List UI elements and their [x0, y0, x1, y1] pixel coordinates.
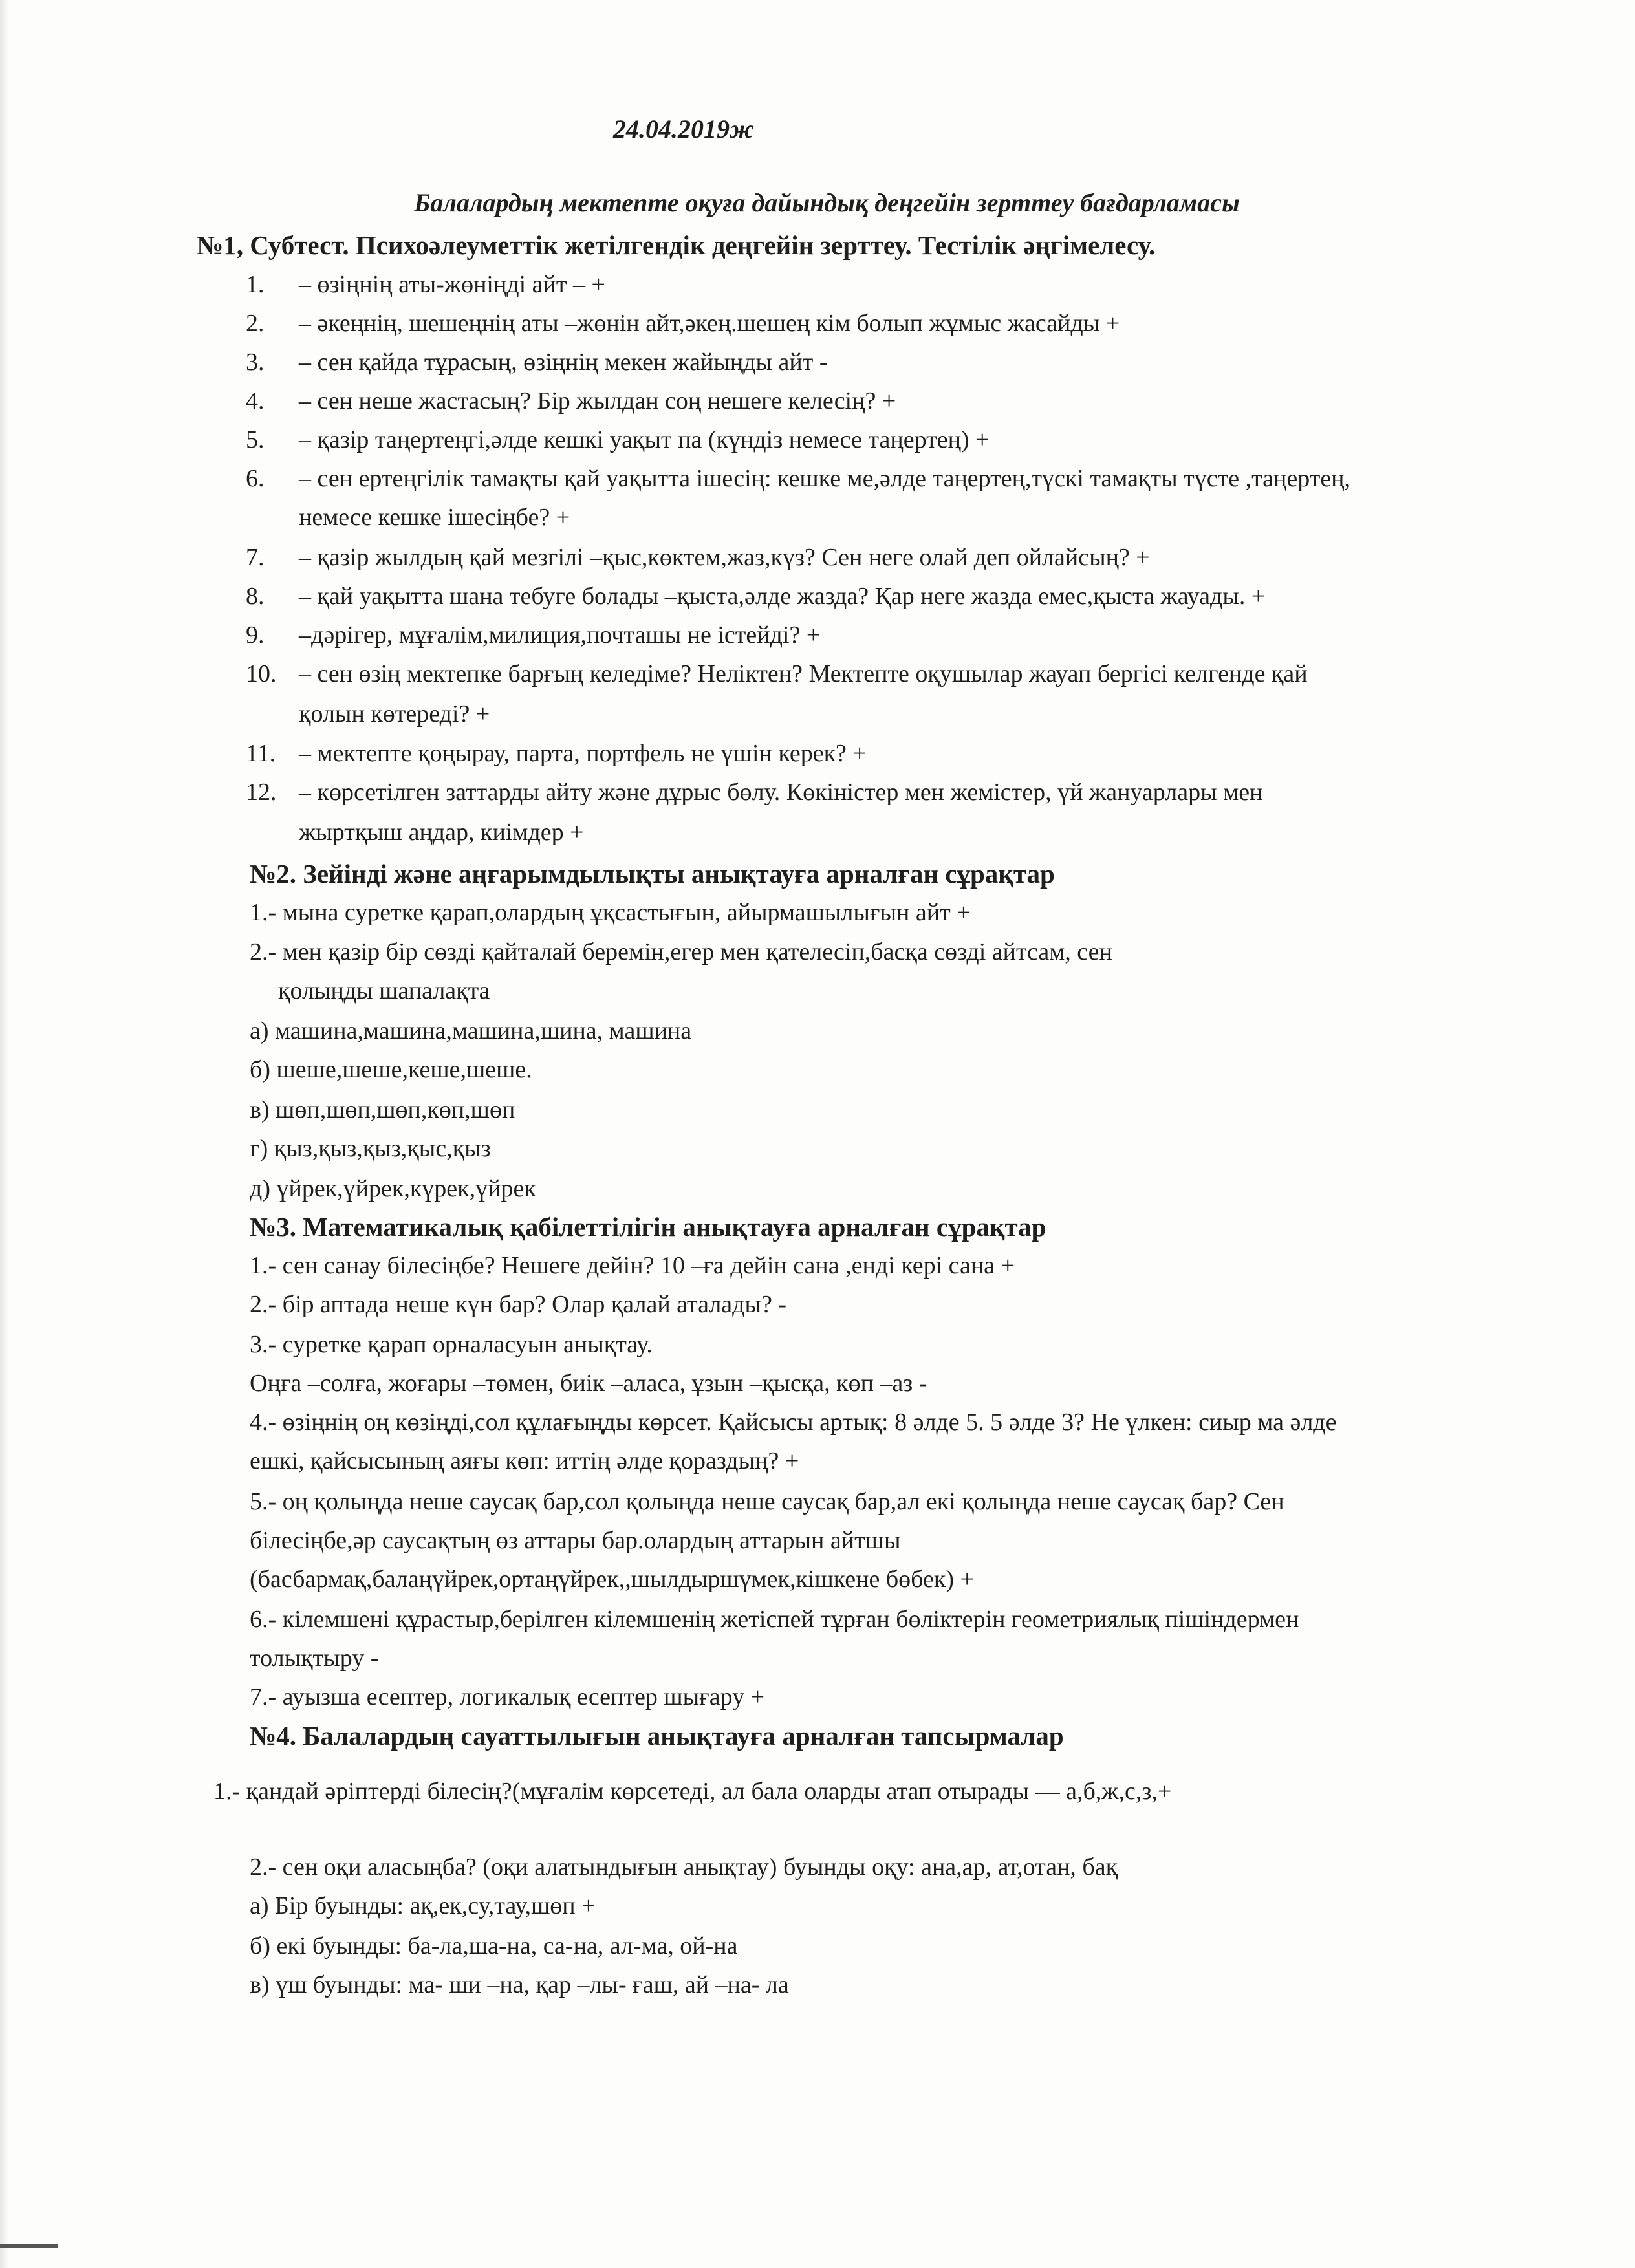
list-item-continuation: немесе кешке ішесіңбе? +: [299, 504, 570, 531]
text-line: 4.- өзіңнің оң көзіңді,сол құлағыңды көрсет. Қайсысы артық: 8 әлде 5. 5 әлде 3? Не үлкен: сиыр ма әлде: [250, 1409, 1337, 1436]
scan-edge-mark: [0, 2244, 58, 2248]
section-2-heading: №2. Зейінді және аңғарымдылықты анықтауға арналған сұрақтар: [250, 859, 1055, 889]
section-3-heading: №3. Математикалық қабілеттілігін анықтауға арналған сұрақтар: [250, 1212, 1046, 1242]
text-line: 3.- суретке қарап орналасуын анықтау.: [250, 1331, 653, 1358]
list-item: 9. –дәрігер, мұғалім,милиция,почташы не істейді? +: [246, 621, 821, 649]
text-line: 2.- сен оқи аласыңба? (оқи алатындығын анықтау) буынды оқу: ана,ар, ат,отан, бақ: [250, 1853, 1118, 1881]
list-item: 12. – көрсетілген заттарды айту және дұрыс бөлу. Көкіністер мен жемістер, үй жануарлары мен: [246, 779, 1263, 806]
text-line: 1.- сен санау білесіңбе? Нешеге дейін? 10 –ға дейін сана ,енді кері сана +: [250, 1252, 1015, 1279]
text-line: а) машина,машина,машина,шина, машина: [250, 1017, 692, 1044]
list-item: 2. – әкеңнің, шешеңнің аты –жөнін айт,әкең.шешең кім болып жұмыс жасайды +: [246, 310, 1120, 337]
text-line: 5.- оң қолыңда неше саусақ бар,сол қолыңда неше саусақ бар,ал екі қолыңда неше саусақ бар? Сен: [250, 1488, 1284, 1515]
text-line: Оңға –солға, жоғары –төмен, биік –аласа, ұзын –қысқа, көп –аз -: [250, 1370, 927, 1397]
scan-edge-shadow: [0, 0, 9, 2268]
text-line: толықтыру -: [250, 1645, 379, 1672]
list-item: 4. – сен неше жастасың? Бір жылдан соң нешеге келесің? +: [246, 387, 896, 415]
section-1-heading: №1, Субтест. Психоәлеуметтік жетілгендік деңгейін зерттеу. Тестілік әңгімелесу.: [197, 230, 1156, 260]
text-line: 2.- бір аптада неше күн бар? Олар қалай аталады? -: [250, 1291, 787, 1318]
list-item: 11. – мектепте қоңырау, парта, портфель не үшін керек? +: [246, 740, 867, 767]
text-line: 2.- мен қазір бір сөзді қайталай беремін,егер мен қателесіп,басқа сөзді айтсам, сен: [250, 938, 1112, 966]
text-line: білесіңбе,әр саусақтың өз аттары бар.олардың аттарын айтшы: [250, 1527, 901, 1554]
text-line: б) екі буынды: ба-ла,ша-на, са-на, ал-ма, ой-на: [250, 1932, 738, 1960]
text-line: в) үш буынды: ма- ши –на, қар –лы- ғаш, ай –на- ла: [250, 1971, 789, 1998]
list-item: 5. – қазір таңертеңгі,әлде кешкі уақыт па (күндіз немесе таңертең) +: [246, 426, 990, 453]
list-item: 10. – сен өзің мектепке барғың келедіме? Неліктен? Мектепте оқушылар жауап бергісі келгенде қай: [246, 660, 1308, 687]
text-line: в) шөп,шөп,шөп,көп,шөп: [250, 1096, 515, 1123]
text-line: д) үйрек,үйрек,күрек,үйрек: [250, 1175, 536, 1202]
text-line: қолыңды шапалақта: [278, 977, 490, 1004]
document-date: 24.04.2019ж: [613, 114, 755, 144]
text-line: 6.- кілемшені құрастыр,берілген кілемшенің жетіспей тұрған бөліктерін геометриялық пішіндермен: [250, 1606, 1299, 1633]
text-line: 7.- ауызша есептер, логикалық есептер шығару +: [250, 1683, 764, 1711]
text-line: б) шеше,шеше,кеше,шеше.: [250, 1056, 532, 1083]
text-line: г) қыз,қыз,қыз,қыс,қыз: [250, 1135, 491, 1162]
section-4-heading: №4. Балалардың сауаттылығын анықтауға арналған тапсырмалар: [250, 1721, 1064, 1751]
list-item: 8. – қай уақытта шана тебуге болады –қыста,әлде жазда? Қар неге жазда емес,қыста жауады. +: [246, 583, 1266, 610]
text-line: ешкі, қайсысының аяғы көп: иттің әлде қораздың? +: [250, 1447, 799, 1474]
document-title: Балалардың мектепте оқуға дайындық деңгейін зерттеу бағдарламасы: [414, 188, 1240, 217]
list-item: 6. – сен ертеңгілік тамақты қай уақытта ішесің: кешке ме,әлде таңертең,түскі тамақты түсте ,таңертең,: [246, 465, 1351, 492]
text-line: а) Бір буынды: ақ,ек,су,тау,шөп +: [250, 1892, 596, 1919]
list-item: 3. – сен қайда тұрасың, өзіңнің мекен жайыңды айт -: [246, 349, 828, 376]
list-item: 1. – өзіңнің аты-жөніңді айт – +: [246, 271, 605, 298]
list-item-continuation: қолын көтереді? +: [299, 700, 490, 728]
text-line: (басбармақ,балаңүйрек,ортаңүйрек,,шылдыршүмек,кішкене бөбек) +: [250, 1566, 974, 1593]
text-line: 1.- қандай әріптерді білесің?(мұғалім көрсетеді, ал бала оларды атап отырады — а,б,ж,с,з,+: [213, 1778, 1172, 1805]
text-line: 1.- мына суретке қарап,олардың ұқсастығын, айырмашылығын айт +: [250, 899, 971, 926]
list-item: 7. – қазір жылдың қай мезгілі –қыс,көктем,жаз,күз? Сен неге олай деп ойлайсың? +: [246, 544, 1150, 571]
list-item-continuation: жыртқыш аңдар, киімдер +: [299, 819, 584, 846]
